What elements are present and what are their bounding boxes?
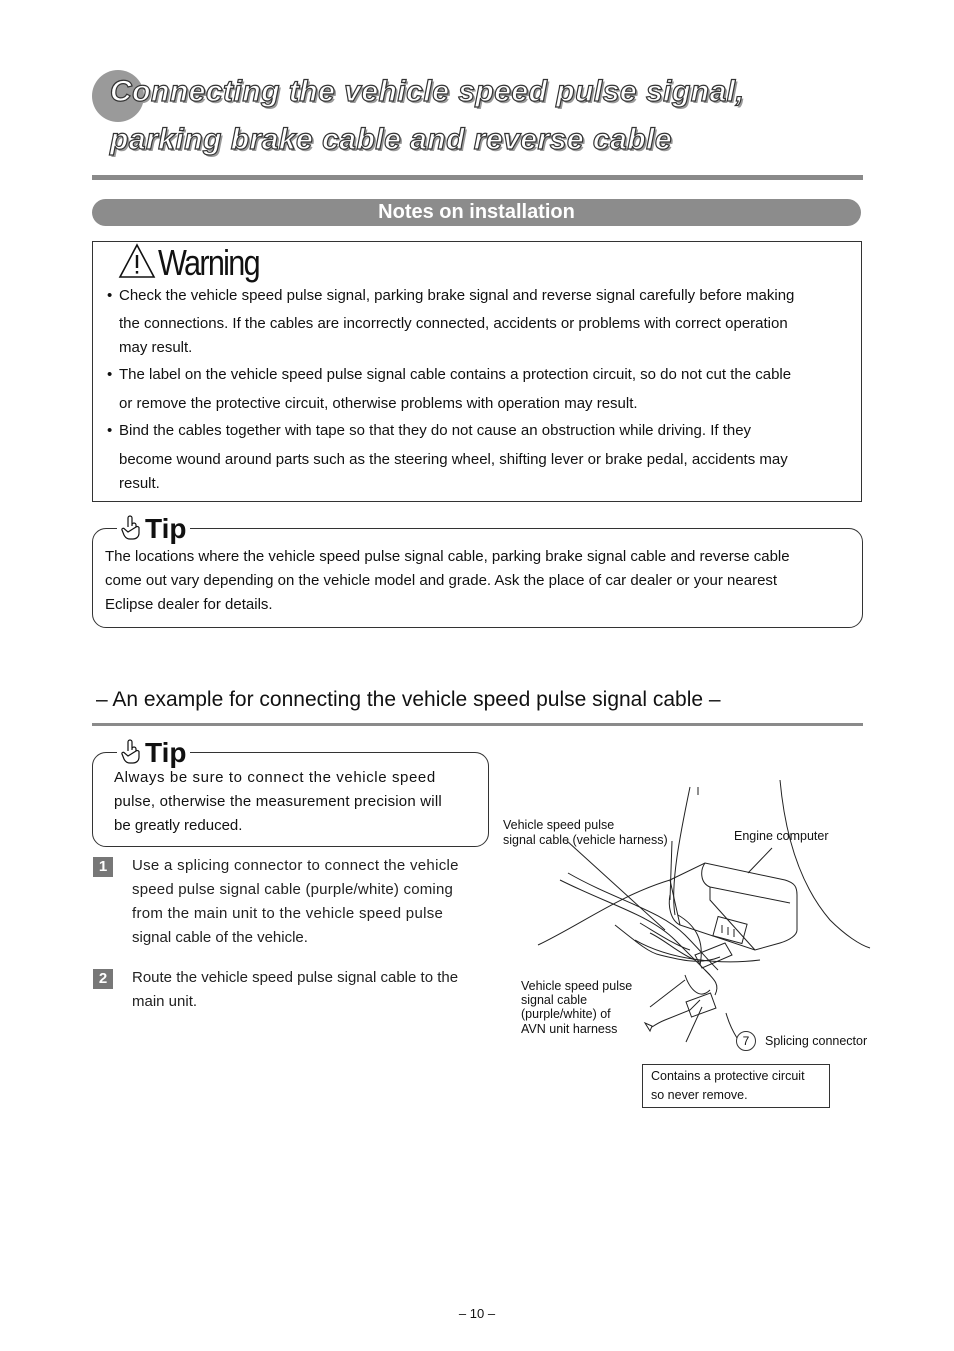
step-1-line-2: speed pulse signal cable (purple/white) coming (132, 881, 454, 898)
step-2-line-2: main unit. (132, 993, 198, 1010)
tip-header-2 (117, 736, 190, 770)
step-2-number: 2 (93, 969, 113, 989)
warning-item-3-line-3: result. (119, 475, 160, 492)
warning-item-3 (107, 417, 851, 445)
tip-2-line-1: Always be sure to connect the vehicle speed (114, 769, 436, 786)
tip-label-1: Tip (145, 513, 187, 544)
tip-1-line-1: The locations where the vehicle speed pulse signal cable, parking brake signal cable and reverse cable (105, 548, 790, 565)
step-1-line-3: from the main unit to the vehicle speed pulse (132, 905, 444, 922)
page-title-line-1: Connecting the vehicle speed pulse signal, (110, 75, 745, 108)
splice-number-circle: 7 (736, 1031, 756, 1051)
step-1-line-4: signal cable of the vehicle. (132, 929, 308, 946)
warning-item-1-line-1: Check the vehicle speed pulse signal, parking brake signal and reverse signal carefully before making (119, 287, 795, 304)
step-1-line-1: Use a splicing connector to connect the vehicle (132, 857, 459, 874)
protective-circuit-note-box (642, 1064, 830, 1108)
label-engine-computer: Engine computer (734, 829, 829, 843)
warning-item-2-line-1: The label on the vehicle speed pulse signal cable contains a protection circuit, so do not cut the cable (119, 366, 792, 383)
label-splicing-connector: Splicing connector (765, 1034, 868, 1048)
label-vehicle-cable-line-2: signal cable (vehicle harness) (503, 833, 668, 847)
warning-item-3-line-2: become wound around parts such as the steering wheel, shifting lever or brake pedal, accidents may (119, 451, 788, 468)
step-2-line-1: Route the vehicle speed pulse signal cable to the (132, 969, 459, 986)
tip-2-line-3: be greatly reduced. (114, 817, 243, 834)
tip-1-line-2: come out vary depending on the vehicle model and grade. Ask the place of car dealer or your nearest (105, 572, 778, 589)
warning-item-3-line-1: Bind the cables together with tape so that they do not cause an obstruction while driving. If they (119, 422, 752, 439)
tip-header-1 (117, 512, 190, 546)
warning-title: Warning (158, 242, 259, 283)
warning-triangle-icon (118, 243, 156, 284)
tip-1-line-3: Eclipse dealer for details. (105, 596, 273, 613)
step-1-number: 1 (93, 857, 113, 877)
bullet-icon: • (107, 366, 113, 383)
pointing-hand-icon (121, 514, 141, 545)
warning-item-2-line-2: or remove the protective circuit, otherwise problems with operation may result. (119, 395, 638, 412)
tip-label-2: Tip (145, 737, 187, 768)
title-rule (92, 175, 863, 180)
bullet-icon: • (107, 422, 113, 439)
example-rule (92, 723, 863, 726)
page-title-line-2: parking brake cable and reverse cable (110, 123, 673, 156)
warning-item-1-line-3: may result. (119, 339, 193, 356)
note-line-2: so never remove. (651, 1088, 748, 1102)
pointing-hand-icon (121, 738, 141, 769)
warning-item-3-cont2 (107, 470, 851, 498)
example-heading: – An example for connecting the vehicle speed pulse signal cable – (96, 688, 721, 711)
tip-2-line-2: pulse, otherwise the measurement precision will (114, 793, 442, 810)
label-vehicle-cable-line-1: Vehicle speed pulse (503, 818, 615, 832)
note-line-1: Contains a protective circuit (651, 1069, 805, 1083)
label-avn-cable-line-3: (purple/white) of (521, 1007, 611, 1021)
bullet-icon: • (107, 287, 113, 304)
label-avn-cable-line-2: signal cable (521, 993, 588, 1007)
notes-banner: Notes on installation (92, 199, 861, 226)
warning-item-2 (107, 361, 851, 389)
page-number: – 10 – (458, 1306, 496, 1321)
label-avn-cable-line-1: Vehicle speed pulse (521, 979, 633, 993)
warning-item-1-cont2 (107, 334, 851, 362)
warning-item-1-line-2: the connections. If the cables are incorrectly connected, accidents or problems with correct operation (119, 315, 788, 332)
warning-item-1 (107, 282, 851, 310)
label-avn-cable-line-4: AVN unit harness (521, 1022, 618, 1036)
warning-header (118, 243, 277, 283)
warning-item-2-cont (107, 390, 851, 418)
